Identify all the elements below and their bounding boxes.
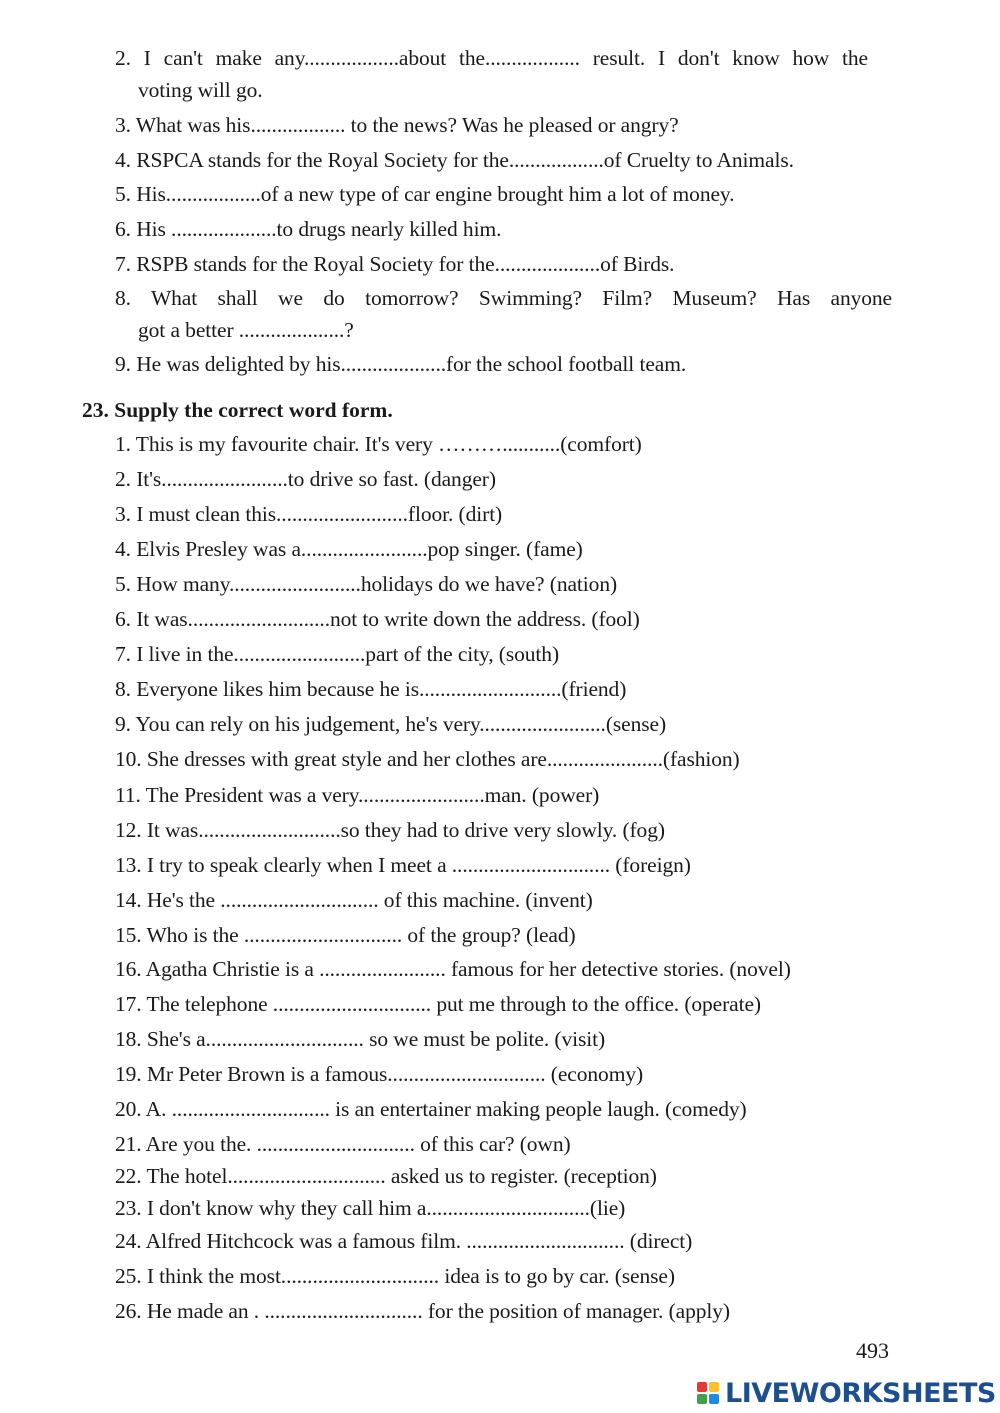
exercise-item-6: 6. His ....................to drugs nearly killed him. [115, 217, 502, 241]
word-form-item-7: 7. I live in the.........................part of the city, (south) [115, 642, 560, 666]
logo-square-yellow [709, 1382, 719, 1392]
word-form-item-10: 10. She dresses with great style and her clothes are......................(fashion) [115, 747, 740, 771]
exercise-item-5: 5. His..................of a new type of car engine brought him a lot of money. [115, 182, 735, 206]
word-form-item-6: 6. It was...........................not to write down the address. (fool) [115, 607, 640, 631]
word-form-item-20: 20. A. .............................. is an entertainer making people laugh. (comedy) [115, 1097, 747, 1121]
word-form-item-2: 2. It's........................to drive so fast. (danger) [115, 467, 496, 491]
logo-grid-icon [697, 1382, 719, 1404]
word-form-item-13: 13. I try to speak clearly when I meet a .............................. (foreign) [115, 853, 691, 877]
word-form-item-12: 12. It was...........................so they had to drive very slowly. (fog) [115, 818, 665, 842]
logo-square-blue [709, 1394, 719, 1404]
word-form-item-17: 17. The telephone .............................. put me through to the office. (operate) [115, 992, 761, 1016]
word-form-item-3: 3. I must clean this.........................floor. (dirt) [115, 502, 503, 526]
word-form-item-5: 5. How many.........................holidays do we have? (nation) [115, 572, 618, 596]
word-form-item-11: 11. The President was a very........................man. (power) [115, 783, 600, 807]
logo-square-red [697, 1382, 707, 1392]
liveworksheets-logo[interactable] [697, 1378, 996, 1408]
word-form-item-8: 8. Everyone likes him because he is...........................(friend) [115, 677, 627, 701]
logo-square-green [697, 1394, 707, 1404]
exercise-item-4: 4. RSPCA stands for the Royal Society for the..................of Cruelty to Animals. [115, 148, 794, 172]
exercise-item-2: 2. I can't make any..................about the.................. result. I don't know how the [115, 46, 868, 70]
exercise-23-heading: 23. Supply the correct word form. [82, 398, 393, 422]
word-form-item-23: 23. I don't know why they call him a...............................(lie) [115, 1196, 626, 1220]
page-number: 493 [856, 1338, 889, 1363]
word-form-item-4: 4. Elvis Presley was a........................pop singer. (fame) [115, 537, 583, 561]
word-form-item-16: 16. Agatha Christie is a ........................ famous for her detective stories. (novel) [115, 957, 791, 981]
word-form-item-15: 15. Who is the .............................. of the group? (lead) [115, 923, 576, 947]
word-form-item-24: 24. Alfred Hitchcock was a famous film. .............................. (direct) [115, 1229, 693, 1253]
word-form-item-22: 22. The hotel.............................. asked us to register. (reception) [115, 1164, 657, 1188]
word-form-item-25: 25. I think the most.............................. idea is to go by car. (sense) [115, 1264, 675, 1288]
exercise-item-2-continuation: voting will go. [138, 78, 263, 102]
word-form-item-1: 1. This is my favourite chair. It's very ………...........(comfort) [115, 432, 642, 456]
brand-name: LIVEWORKSHEETS [725, 1377, 996, 1409]
word-form-item-9: 9. You can rely on his judgement, he's very........................(sense) [115, 712, 667, 736]
exercise-item-8-continuation: got a better ....................? [138, 318, 354, 342]
exercise-item-8: 8. What shall we do tomorrow? Swimming? Film? Museum? Has anyone [115, 286, 892, 310]
word-form-item-21: 21. Are you the. .............................. of this car? (own) [115, 1132, 571, 1156]
word-form-item-18: 18. She's a.............................. so we must be polite. (visit) [115, 1027, 606, 1051]
word-form-item-19: 19. Mr Peter Brown is a famous.............................. (economy) [115, 1062, 644, 1086]
exercise-item-9: 9. He was delighted by his....................for the school football team. [115, 352, 687, 376]
exercise-item-7: 7. RSPB stands for the Royal Society for the....................of Birds. [115, 252, 675, 276]
exercise-item-3: 3. What was his.................. to the news? Was he pleased or angry? [115, 113, 679, 137]
word-form-item-14: 14. He's the .............................. of this machine. (invent) [115, 888, 593, 912]
word-form-item-26: 26. He made an . .............................. for the position of manager. (apply) [115, 1299, 730, 1323]
